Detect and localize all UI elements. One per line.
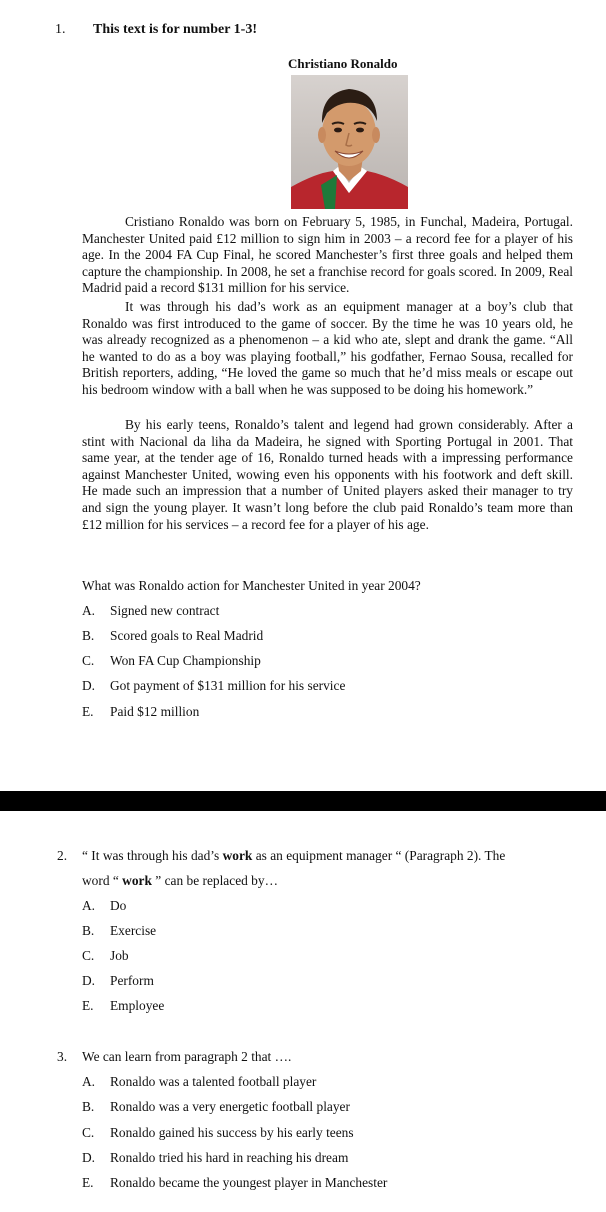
option-text: Ronaldo tried his hard in reaching his dream bbox=[110, 1150, 349, 1165]
option-letter: D. bbox=[82, 678, 96, 693]
option-text: Ronaldo became the youngest player in Manchester bbox=[110, 1175, 388, 1190]
passage-paragraph-2: It was through his dad’s work as an equipment manager at a boy’s club that Ronaldo was first introduced to the game of soccer. By the time he was 10 years old, he was already recognized as a phenomenon – a kid who ate, slept and drank the game. “All he wanted to do as a boy was playing football,” his godfather, Fernao Sousa, recalled for British reporters, adding, “He loved the game so much that he’d miss meals or escape out his bedroom window with a ball when he was supposed to be doing his homework.” bbox=[82, 299, 573, 397]
q3-option-d[interactable] bbox=[82, 1150, 348, 1166]
question-3-text: We can learn from paragraph 2 that …. bbox=[82, 1049, 292, 1064]
option-text: Signed new contract bbox=[110, 603, 220, 618]
photo-title: Christiano Ronaldo bbox=[288, 56, 398, 71]
question-3-number: 3. bbox=[57, 1049, 68, 1064]
option-text: Employee bbox=[110, 998, 165, 1013]
portrait-illustration bbox=[291, 75, 408, 209]
question-2-text-line-1 bbox=[82, 848, 505, 864]
option-letter: B. bbox=[82, 1099, 95, 1114]
q3-option-c[interactable] bbox=[82, 1125, 354, 1141]
option-text: Ronaldo was a very energetic football player bbox=[110, 1099, 350, 1114]
option-letter: B. bbox=[82, 923, 95, 938]
line2-post: ” can be replaced by… bbox=[151, 873, 278, 888]
option-text: Won FA Cup Championship bbox=[110, 653, 261, 668]
question-2-text-line-2 bbox=[82, 873, 278, 889]
q1-option-e[interactable] bbox=[82, 704, 199, 720]
option-letter: C. bbox=[82, 1125, 95, 1140]
q2-option-e[interactable] bbox=[82, 998, 164, 1014]
option-text: Got payment of $131 million for his service bbox=[110, 678, 346, 693]
option-letter: D. bbox=[82, 973, 96, 988]
question-1-heading: This text is for number 1-3! bbox=[93, 22, 257, 37]
passage-paragraph-1: Cristiano Ronaldo was born on February 5, 1985, in Funchal, Madeira, Portugal. Manchester United paid £12 million to sign him in 2003 – a record fee for a player of his age. In the 2004 FA Cup Final, he scored Manchester’s first three goals and helped them capture the championship. In 2008, he set a franchise record for goals scored. In 2009, Real Madrid paid a record $131 million for his service. bbox=[82, 214, 573, 296]
option-letter: C. bbox=[82, 948, 95, 963]
q1-option-d[interactable] bbox=[82, 678, 345, 694]
option-letter: A. bbox=[82, 1074, 96, 1089]
option-text: Exercise bbox=[110, 923, 157, 938]
option-text: Job bbox=[110, 948, 129, 963]
q3-option-e[interactable] bbox=[82, 1175, 387, 1191]
option-text: Ronaldo gained his success by his early teens bbox=[110, 1125, 354, 1140]
q3-option-a[interactable] bbox=[82, 1074, 316, 1090]
question-1-number: 1. bbox=[55, 22, 66, 37]
line2-pre: word “ bbox=[82, 873, 123, 888]
option-text: Ronaldo was a talented football player bbox=[110, 1074, 317, 1089]
q2-option-c[interactable] bbox=[82, 948, 129, 964]
passage-paragraph-3: By his early teens, Ronaldo’s talent and legend had grown considerably. After a stint with Nacional da liha da Madeira, he signed with Sporting Portugal in 2001. That same year, at the tender age of 16, Ronaldo turned heads with a impressing performance against Manchester United, wowing even his opponents with his footwork and deft skill. He made such an impression that a number of United players asked their manager to try and sign the young player. It wasn’t long before the club paid Ronaldo’s team more than £12 million for his services – a record fee for a player of his age. bbox=[82, 417, 573, 532]
ronaldo-photo bbox=[291, 75, 408, 209]
option-letter: B. bbox=[82, 628, 95, 643]
option-text: Paid $12 million bbox=[110, 704, 200, 719]
question-2-number: 2. bbox=[57, 848, 68, 863]
option-letter: C. bbox=[82, 653, 95, 668]
quote-bold-word: work bbox=[222, 848, 253, 863]
option-text: Scored goals to Real Madrid bbox=[110, 628, 264, 643]
option-letter: D. bbox=[82, 1150, 96, 1165]
page-divider bbox=[0, 791, 606, 811]
quote-open: “ It was through his dad’s bbox=[82, 848, 223, 863]
quote-close: as an equipment manager “ (Paragraph 2). The bbox=[252, 848, 506, 863]
q3-option-b[interactable] bbox=[82, 1099, 350, 1115]
q2-option-b[interactable] bbox=[82, 923, 156, 939]
option-text: Perform bbox=[110, 973, 154, 988]
q1-option-a[interactable] bbox=[82, 603, 219, 619]
option-letter: E. bbox=[82, 1175, 94, 1190]
option-letter: A. bbox=[82, 603, 96, 618]
q1-option-c[interactable] bbox=[82, 653, 261, 669]
q1-option-b[interactable] bbox=[82, 628, 263, 644]
q2-option-d[interactable] bbox=[82, 973, 154, 989]
option-letter: A. bbox=[82, 898, 96, 913]
line2-bold-word: work bbox=[122, 873, 152, 888]
option-text: Do bbox=[110, 898, 127, 913]
question-1-text: What was Ronaldo action for Manchester United in year 2004? bbox=[82, 578, 421, 593]
q2-option-a[interactable] bbox=[82, 898, 126, 914]
option-letter: E. bbox=[82, 998, 94, 1013]
option-letter: E. bbox=[82, 704, 94, 719]
